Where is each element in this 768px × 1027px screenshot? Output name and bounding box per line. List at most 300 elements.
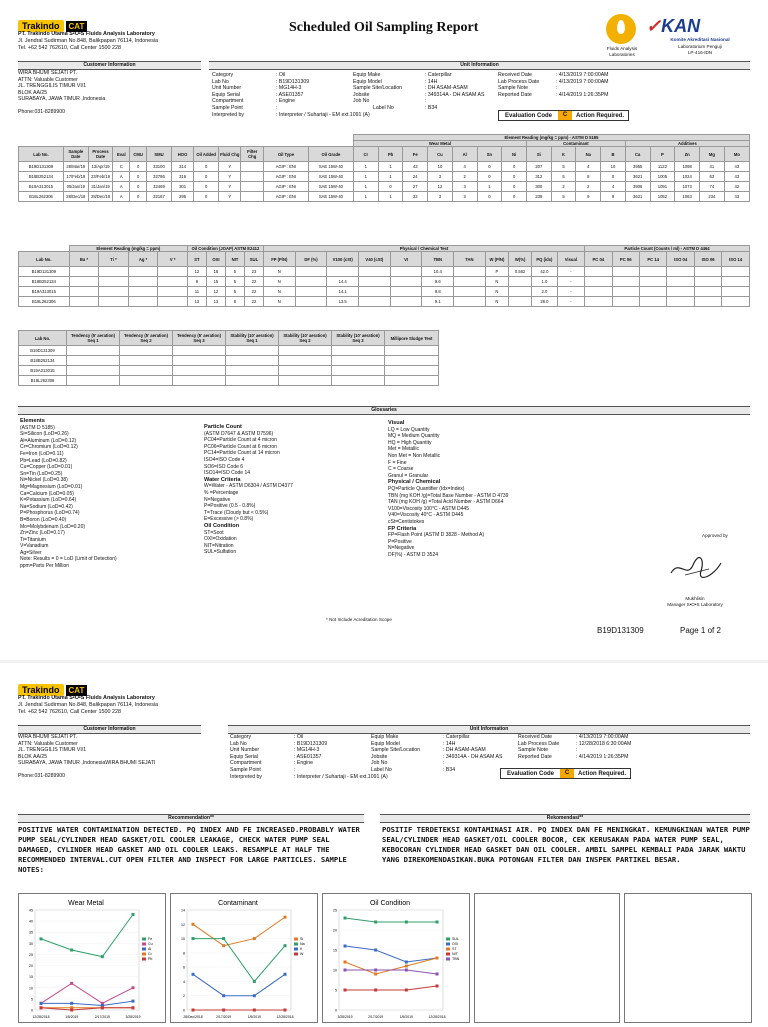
table-cell: 3 <box>428 172 453 182</box>
data-point <box>192 1009 195 1012</box>
contaminant-chart <box>171 894 317 1022</box>
unit-value: : <box>425 98 427 105</box>
table-cell: SAE 15W-40 <box>308 192 353 202</box>
glossary-item: Ca=Calcium (LoD=0.05) <box>20 490 74 497</box>
table-group-header: Wear Metal <box>353 141 526 147</box>
table-cell <box>332 356 385 366</box>
column-header: VI <box>390 252 422 267</box>
table-cell: 11 <box>187 287 206 297</box>
table-cell <box>173 346 226 356</box>
kan-text: KAN <box>661 16 701 36</box>
y-tick-label: 25 <box>333 908 337 913</box>
foam-test-table <box>18 330 439 386</box>
table-cell: 3 <box>452 182 477 192</box>
table-cell <box>612 277 639 287</box>
table-cell <box>69 267 99 277</box>
wear-metal-chart-box <box>18 893 166 1023</box>
column-header: TAN <box>454 252 486 267</box>
lab-address: Jl. Jendral Sudirman No.848, Balikpapan 76114, Indonesia <box>18 38 159 44</box>
column-header: PC 14 <box>639 252 666 267</box>
unit-value: : <box>556 85 558 92</box>
customer-city: SURABAYA, JAWA TIMUR ,IndonesiaWIRA BHUMI SEJATI <box>18 760 156 767</box>
table-cell <box>99 297 129 307</box>
series-line-k <box>193 974 285 995</box>
glossary-item: F = Fine <box>388 459 407 466</box>
table-cell <box>585 297 612 307</box>
glossary-item: Ti=Titanium <box>20 536 46 543</box>
glossary-item: C = Coarse <box>388 466 414 473</box>
legend-label: Cr <box>148 952 152 956</box>
table-cell: 27 <box>403 182 428 192</box>
lab-header-text <box>18 695 158 716</box>
table-group-header: Physical / Chemical Test <box>263 246 584 252</box>
table-cell: 9.1 <box>422 297 454 307</box>
data-point <box>222 937 225 940</box>
table-cell: B18B252134 <box>19 277 70 287</box>
fluids-lab-caption: Fluids Analysis Laboratories <box>606 46 638 57</box>
table-cell <box>332 366 385 376</box>
table-cell: 3906 <box>625 182 650 192</box>
unit-row <box>518 754 631 761</box>
unit-key: Job No <box>371 760 388 767</box>
table-cell: 4 <box>576 162 601 172</box>
table-cell <box>639 287 666 297</box>
table-cell <box>99 267 129 277</box>
rekomendasi-header: Rekomendasi** <box>380 814 750 823</box>
glossary-list <box>388 427 508 480</box>
x-tick-label: 1/5/2019 <box>65 1015 79 1019</box>
table-cell: 28/Mar/19 <box>63 162 88 172</box>
table-cell: 301 <box>171 182 193 192</box>
table-cell: B18B252134 <box>19 172 64 182</box>
table-cell <box>585 287 612 297</box>
table-cell: C <box>113 162 130 172</box>
table-group-header: Element Reading (mg/kg = ppm) <box>69 246 187 252</box>
table-cell <box>173 376 226 386</box>
unit-value: : <box>276 104 278 111</box>
table-cell <box>694 287 721 297</box>
glossary-item: SUL=Sulfation <box>204 549 237 556</box>
glossary-item: V=Vanadium <box>20 543 49 550</box>
series-line-tbn <box>345 970 437 974</box>
column-header: Stability (10' aeration) Seq 1 <box>226 331 279 346</box>
column-header: Sn <box>477 147 502 162</box>
table-cell: 28/Dec/18 <box>63 192 88 202</box>
legend-label: Cu <box>148 942 153 946</box>
glossary-title: Visual <box>388 420 405 426</box>
legend-label: TBN <box>452 957 460 961</box>
table-cell: SAE 15W-40 <box>308 182 353 192</box>
data-point <box>70 949 73 952</box>
unit-value: : B19D131309 <box>294 740 328 747</box>
x-tick-label: 2/17/2019 <box>94 1015 110 1019</box>
approved-by-label: Approved by <box>702 533 728 538</box>
table-cell: 0 <box>502 182 527 192</box>
unit-row <box>498 92 609 99</box>
data-point <box>405 965 408 968</box>
unit-row <box>498 85 609 92</box>
unit-key: Unit Number <box>230 747 260 754</box>
table-cell: 2.0 <box>532 287 557 297</box>
table-cell <box>158 277 188 287</box>
table-cell: 0 <box>194 192 219 202</box>
data-point <box>344 945 347 948</box>
table-cell: 63 <box>700 172 725 182</box>
table-cell: 316 <box>171 172 193 182</box>
unit-key: Job No <box>353 98 370 105</box>
customer-attn: ATTN: Valuable Customer <box>18 740 78 747</box>
table-cell: 9 <box>187 277 206 287</box>
table-cell <box>722 277 750 287</box>
unit-row <box>353 79 484 86</box>
table-cell <box>390 297 422 307</box>
unit-key: Unit Number <box>212 85 242 92</box>
unit-row <box>371 741 502 748</box>
unit-key: Lab Process Date <box>498 78 540 85</box>
legend-label: Al <box>148 947 152 951</box>
series-line-fe <box>41 914 133 956</box>
table-cell: Y <box>219 182 241 192</box>
table-row <box>19 366 439 376</box>
table-cell <box>694 277 721 287</box>
data-point <box>132 1006 135 1009</box>
signature-image <box>665 555 725 581</box>
column-header: DF (%) <box>295 252 327 267</box>
unit-key: Label No <box>373 104 394 111</box>
legend-swatch <box>142 938 146 941</box>
customer-block <box>18 734 155 780</box>
customer-block <box>18 70 105 116</box>
table-cell: 0 <box>194 162 219 172</box>
table-cell: 4 <box>452 162 477 172</box>
evaluation-label: Evaluation Code <box>507 770 555 777</box>
series-line-nit <box>345 986 437 990</box>
unit-key: Sample Point <box>212 104 243 111</box>
glossary-title: Water Criteria <box>204 476 241 483</box>
table-cell: AGIP : ENI <box>263 172 308 182</box>
unit-value: : 4/14/2019 1:26:35PM <box>556 91 609 98</box>
data-point <box>374 949 377 952</box>
data-point <box>344 961 347 964</box>
kan-lab: Laboratorium Penguji <box>678 44 722 49</box>
data-point <box>101 1006 104 1009</box>
glossary-item: ISO14=ISO Code 14 <box>204 470 251 477</box>
lab-address: Jl. Jendral Sudirman No.848, Balikpapan 76114, Indonesia <box>18 702 159 708</box>
table-cell <box>722 287 750 297</box>
table-cell: 0 <box>130 172 147 182</box>
unit-value: : Interpreter / Suhartaji - EM ext.1091 (A) <box>276 111 370 118</box>
table-cell: 9.8 <box>422 287 454 297</box>
table-cell: 0 <box>378 182 403 192</box>
glossary-item: K=Potassium (LoD=0.64) <box>20 497 77 504</box>
customer-street: JL. TRENGGILIS TIMUR VI/1 <box>18 747 87 754</box>
unit-row <box>371 760 502 767</box>
table-cell: 314 <box>171 162 193 172</box>
lab-header-text <box>18 31 158 52</box>
glossary-item: Fe=Iron (LoD=0.11) <box>20 450 64 457</box>
table-cell: 1 <box>353 162 378 172</box>
unit-key: Compartment <box>212 98 244 105</box>
table-cell: 9 <box>601 192 626 202</box>
data-point <box>436 957 439 960</box>
data-point <box>101 955 104 958</box>
glossary-item: Granul = Granular <box>388 472 429 479</box>
y-tick-label: 8 <box>183 951 185 956</box>
data-point <box>405 969 408 972</box>
column-header: HOO <box>171 147 193 162</box>
table-cell <box>279 366 332 376</box>
table-cell: 0 <box>477 192 502 202</box>
chart-title: Wear Metal <box>68 900 104 907</box>
y-tick-label: 15 <box>333 948 337 953</box>
unit-row <box>212 98 370 105</box>
column-header: Millipore Sludge Test <box>385 331 439 346</box>
table-cell <box>612 267 639 277</box>
table-cell <box>327 267 359 277</box>
table-cell: 1 <box>378 172 403 182</box>
table-cell <box>158 267 188 277</box>
y-tick-label: 10 <box>333 968 337 973</box>
table-cell: 0 <box>130 192 147 202</box>
lab-phone: Tel. +62 542 762610, Call Center 1500 228 <box>18 709 121 715</box>
legend-swatch <box>446 948 450 951</box>
unit-key: Sample Site/Location <box>371 747 421 754</box>
unit-key: Equip Serial <box>230 753 258 760</box>
table-cell <box>173 356 226 366</box>
table-cell <box>241 172 263 182</box>
data-point <box>253 1009 256 1012</box>
glossary-list <box>388 486 508 526</box>
legend-label: Si <box>300 937 304 941</box>
legend-label: K <box>300 947 303 951</box>
column-header: Mo <box>724 147 749 162</box>
data-point <box>253 937 256 940</box>
table-cell: 22 <box>244 277 263 287</box>
data-point <box>344 989 347 992</box>
unit-row <box>230 754 388 761</box>
footnote: * Not Include Acreditation Scope <box>326 617 392 622</box>
table-cell <box>120 356 173 366</box>
table-cell <box>667 277 694 287</box>
table-cell: 10.4 <box>422 267 454 277</box>
table-group-header: Element Reading (mg/kg = ppm) - ASTM D 5185 <box>353 135 749 141</box>
table-cell <box>295 277 327 287</box>
table-cell: 300 <box>526 182 551 192</box>
series-line-si <box>193 917 285 946</box>
legend-label: ST <box>452 947 457 951</box>
evaluation-action: Action Required. <box>576 112 625 119</box>
column-header: Tendency (5' aeration) Seq 2 <box>120 331 173 346</box>
y-tick-label: 15 <box>29 975 33 980</box>
y-tick-label: 10 <box>181 937 185 942</box>
data-point <box>70 1002 73 1005</box>
glossary-item: W=Water - ASTM D6304 / ASTM D4377 <box>204 483 293 490</box>
table-cell <box>67 356 120 366</box>
page-number: Page 1 of 2 <box>680 626 721 635</box>
glossary-list <box>20 425 117 570</box>
data-point <box>405 989 408 992</box>
wear-metal-chart <box>19 894 165 1022</box>
customer-name: WIRA BHUMI SEJATI PT. <box>18 70 77 76</box>
glossary-item: Met = Metallic <box>388 446 419 453</box>
unit-value: : Oil <box>294 734 304 740</box>
legend-swatch <box>446 943 450 946</box>
unit-key: Reported Date <box>518 753 552 760</box>
unit-value: : B19D131309 <box>276 78 310 85</box>
table-cell <box>69 287 99 297</box>
table-cell: 13.5 <box>327 297 359 307</box>
table-cell: N <box>263 277 295 287</box>
table-cell <box>509 297 532 307</box>
glossary-visual <box>388 420 508 558</box>
column-header: ST <box>187 252 206 267</box>
table-cell: 43 <box>724 162 749 172</box>
glossary-list <box>388 532 508 558</box>
table-cell <box>385 366 439 376</box>
table-cell: 3621 <box>625 192 650 202</box>
table-cell: 15 <box>206 277 225 287</box>
column-header: PQ (idx) <box>532 252 557 267</box>
footer-lab-no: B19D131309 <box>597 626 644 635</box>
table-cell: 2 <box>576 182 601 192</box>
unit-row <box>212 85 370 92</box>
legend-swatch <box>294 948 298 951</box>
unit-key: Equip Make <box>353 72 381 78</box>
column-header: TBN <box>422 252 454 267</box>
table-cell: 1 <box>477 182 502 192</box>
unit-value: : 4/13/2019 7:00:00AM <box>556 78 609 85</box>
table-cell <box>454 267 486 277</box>
column-header: Ag * <box>128 252 158 267</box>
table-cell: B18L262306 <box>19 297 70 307</box>
table-cell: 207 <box>526 162 551 172</box>
data-point <box>132 1000 135 1003</box>
table-cell: 1 <box>353 172 378 182</box>
chart-title: Contaminant <box>218 900 258 907</box>
customer-street: JL. TRENGGILIS TIMUR VI/1 <box>18 83 87 90</box>
table-cell: 1073 <box>675 182 700 192</box>
table-cell: 5 <box>551 192 576 202</box>
table-cell <box>454 277 486 287</box>
empty-chart-box <box>624 893 752 1023</box>
table-cell <box>639 267 666 277</box>
y-tick-label: 5 <box>31 997 33 1002</box>
series-line-oxi <box>345 946 437 962</box>
unit-value: : Caterpillar <box>443 734 470 740</box>
unit-key: Equip Serial <box>212 91 240 98</box>
unit-value: : B34 <box>425 104 438 111</box>
unit-row <box>230 774 388 781</box>
table-cell: 12 <box>187 267 206 277</box>
table-cell: 14.4 <box>327 277 359 287</box>
column-header: V40 (cSt) <box>359 252 391 267</box>
element-reading-table <box>18 134 750 202</box>
glossary-item: FP=Flash Point (ASTM D 3828 - Method A) <box>388 532 485 539</box>
unit-value: : DH ASAM-ASAM <box>443 747 486 754</box>
evaluation-label: Evaluation Code <box>505 112 553 119</box>
cat-logo: CAT <box>66 685 88 696</box>
table-cell: 5 <box>225 287 244 297</box>
table-cell: 0 <box>601 172 626 182</box>
glossary-item: Ag=Silver <box>20 549 42 556</box>
table-cell: 1.0 <box>532 277 557 287</box>
column-header: Oil Grade <box>308 147 353 162</box>
table-cell <box>667 297 694 307</box>
oil-condition-chart <box>323 894 469 1022</box>
table-cell: 3955 <box>625 162 650 172</box>
unit-key: Sample Note <box>498 85 528 92</box>
unit-col-1 <box>212 72 370 118</box>
table-cell <box>390 277 422 287</box>
plot-area <box>35 910 139 1010</box>
column-header: K <box>551 147 576 162</box>
unit-value: : 349314A - DH ASAM AS <box>425 91 485 98</box>
table-cell <box>359 297 391 307</box>
table-row <box>19 287 750 297</box>
table-cell <box>509 277 532 287</box>
table-cell <box>359 277 391 287</box>
unit-key: Equip Model <box>371 740 400 747</box>
glossary-item: NIT=Nitration <box>204 542 234 549</box>
unit-key: Received Date <box>498 72 533 78</box>
y-tick-label: 20 <box>333 928 337 933</box>
table-cell: AGIP : ENI <box>263 182 308 192</box>
glossary-item: PC14=Particle Count at 14 micron <box>204 450 280 457</box>
unit-key: Lab Process Date <box>518 740 560 747</box>
customer-info-header: Customer Information <box>18 61 201 70</box>
table-cell <box>226 376 279 386</box>
table-cell: 32786 <box>147 172 172 182</box>
y-tick-label: 10 <box>29 986 33 991</box>
glossary-item: E=Excessive (> 0.8%) <box>204 516 254 523</box>
table-cell: A <box>113 182 130 192</box>
unit-row <box>230 747 388 754</box>
table-cell <box>67 366 120 376</box>
unit-key: Reported Date <box>498 91 532 98</box>
table-cell: 22 <box>244 287 263 297</box>
column-header: Ni <box>502 147 527 162</box>
unit-row <box>518 747 631 754</box>
x-tick-label: 1/5/2019 <box>247 1015 261 1019</box>
unit-row <box>212 92 370 99</box>
glossary-item: HQ = High Quantity <box>388 439 432 446</box>
column-header: Visual <box>557 252 584 267</box>
unit-row <box>212 105 370 112</box>
table-cell <box>385 356 439 366</box>
table-cell: P <box>485 267 508 277</box>
glossary-item: Al=Aluminum (LoD=0.12) <box>20 437 77 444</box>
table-header-row <box>19 331 439 346</box>
table-cell: 1 <box>353 192 378 202</box>
table-cell <box>158 287 188 297</box>
table-cell: B18B252134 <box>19 356 67 366</box>
table-cell <box>359 287 391 297</box>
column-header: Cu <box>428 147 453 162</box>
evaluation-code-box <box>500 768 631 779</box>
table-cell: 1024 <box>675 172 700 182</box>
unit-key: Lab No <box>230 740 247 747</box>
data-point <box>40 1002 43 1005</box>
legend-swatch <box>446 938 450 941</box>
glossary-item: ST=Soot <box>204 529 224 536</box>
glossary-item: DF(%) - ASTM D 3524 <box>388 551 439 558</box>
table-cell <box>69 297 99 307</box>
data-point <box>222 1009 225 1012</box>
table-cell: 2 <box>452 172 477 182</box>
unit-row <box>371 734 502 741</box>
unit-info-header: Unit Information <box>228 725 750 734</box>
table-cell: 3621 <box>625 172 650 182</box>
